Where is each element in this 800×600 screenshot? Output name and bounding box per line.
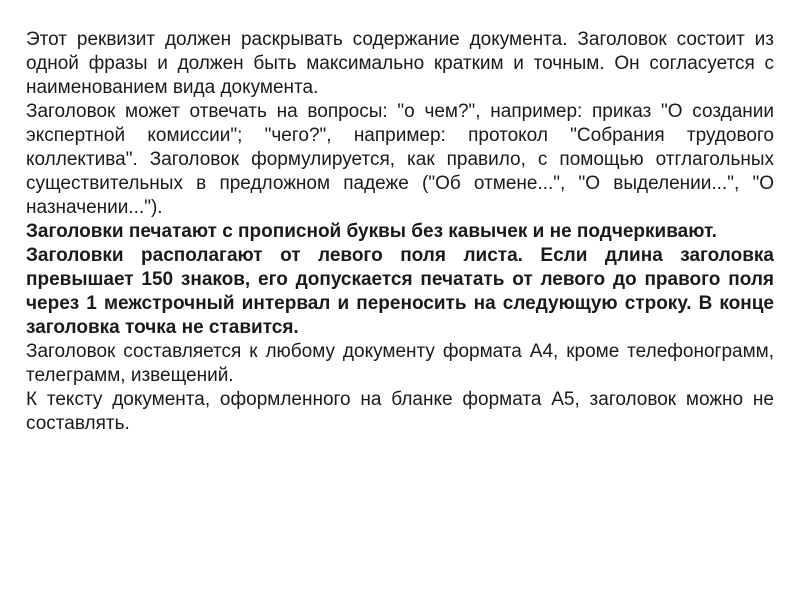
document-text: [26, 28, 774, 436]
paragraph-title-placement-rule: Заголовки располагают от левого поля листа. Если длина заголовка превышает 150 знаков, его допускается печатать от левого до правого поля через 1 межстрочный интервал и переносить на следующую строку. В конце заголовка точка не ставится.: [26, 245, 774, 338]
paragraph-title-a5-rule: К тексту документа, оформленного на бланке формата А5, заголовок можно не составлять.: [26, 389, 774, 434]
paragraph-title-questions: Заголовок может отвечать на вопросы: "о чем?", например: приказ "О создании экспертной комиссии"; "чего?", например: протокол "Собрания трудового коллектива". Заголовок формулируется, как правило, с помощью отглагольных существительных в предложном падеже ("Об отмене...", "О выделении...", "О назначении...").: [26, 101, 774, 218]
paragraph-requisite-description: Этот реквизит должен раскрывать содержание документа. Заголовок состоит из одной фразы и должен быть максимально кратким и точным. Он согласуется с наименованием вида документа.: [26, 29, 774, 98]
paragraph-title-a4-rule: Заголовок составляется к любому документу формата А4, кроме телефонограмм, телеграмм, извещений.: [26, 341, 774, 386]
paragraph-title-capitalization-rule: Заголовки печатают с прописной буквы без кавычек и не подчеркивают.: [26, 221, 717, 242]
